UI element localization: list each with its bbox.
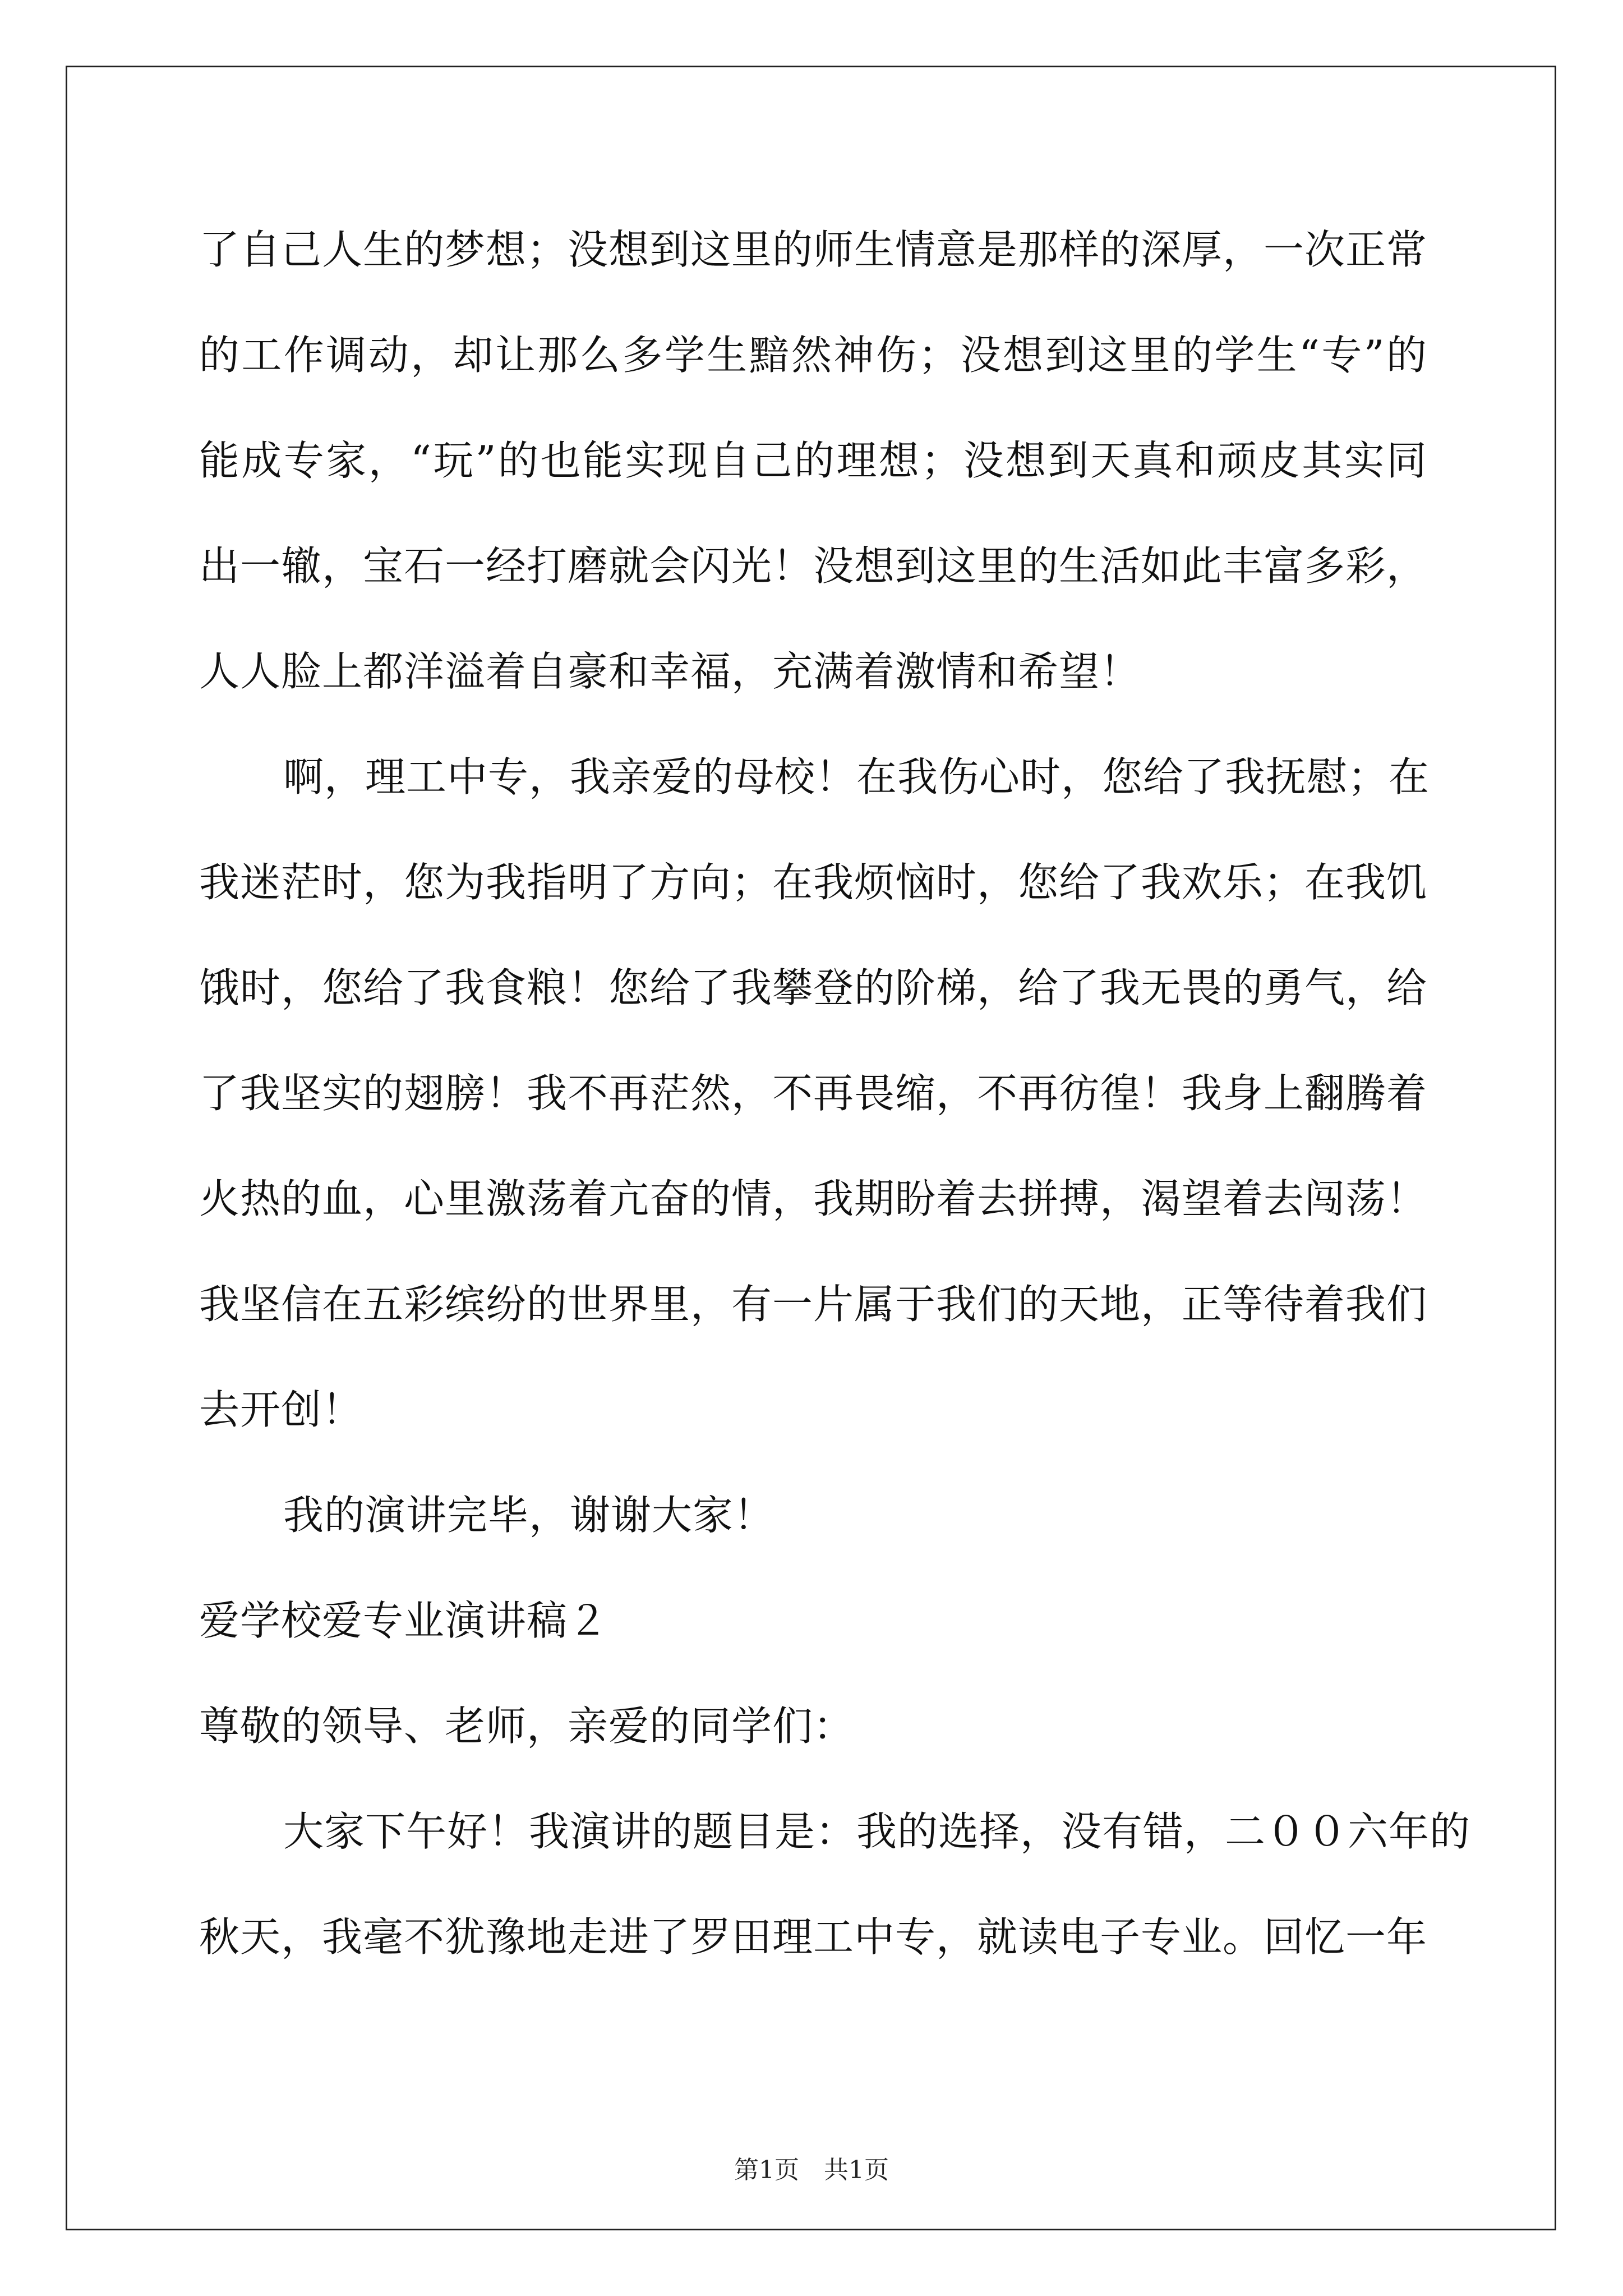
page-footer: 第1页 共1页 <box>734 2156 889 2184</box>
paragraph-line: 我坚信在五彩缤纷的世界里，有一片属于我们的天地，正等待着我们 <box>199 1281 1428 1328</box>
paragraph-line: 出一辙，宝石一经打磨就会闪光！没想到这里的生活如此丰富多彩， <box>199 542 1428 590</box>
salutation: 尊敬的领导、老师，亲爱的同学们： <box>199 1703 855 1750</box>
paragraph-line: 秋天，我毫不犹豫地走进了罗田理工中专，就读电子专业。回忆一年 <box>199 1913 1428 1961</box>
paragraph-line: 的工作调动，却让那么多学生黯然神伤；没想到这里的学生“专”的 <box>199 332 1427 379</box>
paragraph-line: 我的演讲完毕，谢谢大家！ <box>283 1492 775 1539</box>
paragraph-line: 了我坚实的翅膀！我不再茫然，不再畏缩，不再彷徨！我身上翻腾着 <box>199 1070 1428 1117</box>
paragraph-line: 人人脸上都洋溢着自豪和幸福，充满着激情和希望！ <box>199 648 1141 695</box>
paragraph-line: 去开创！ <box>199 1386 363 1433</box>
section-title: 爱学校爱专业演讲稿２ <box>199 1597 609 1644</box>
paragraph-line: 大家下午好！我演讲的题目是：我的选择，没有错，二００六年的 <box>283 1808 1471 1855</box>
document-body <box>199 208 1471 2000</box>
paragraph-line: 火热的血，心里激荡着亢奋的情，我期盼着去拼搏，渴望着去闯荡！ <box>199 1175 1428 1222</box>
paragraph-line: 能成专家，“玩”的也能实现自己的理想；没想到天真和顽皮其实同 <box>199 437 1427 484</box>
paragraph-line: 饿时，您给了我食粮！您给了我攀登的阶梯，给了我无畏的勇气，给 <box>199 964 1428 1011</box>
paragraph-line: 我迷茫时，您为我指明了方向；在我烦恼时，您给了我欢乐；在我饥 <box>199 859 1428 906</box>
paragraph-line: 了自己人生的梦想；没想到这里的师生情意是那样的深厚，一次正常 <box>199 226 1428 273</box>
paragraph-line: 啊，理工中专，我亲爱的母校！在我伤心时，您给了我抚慰；在 <box>283 753 1430 800</box>
